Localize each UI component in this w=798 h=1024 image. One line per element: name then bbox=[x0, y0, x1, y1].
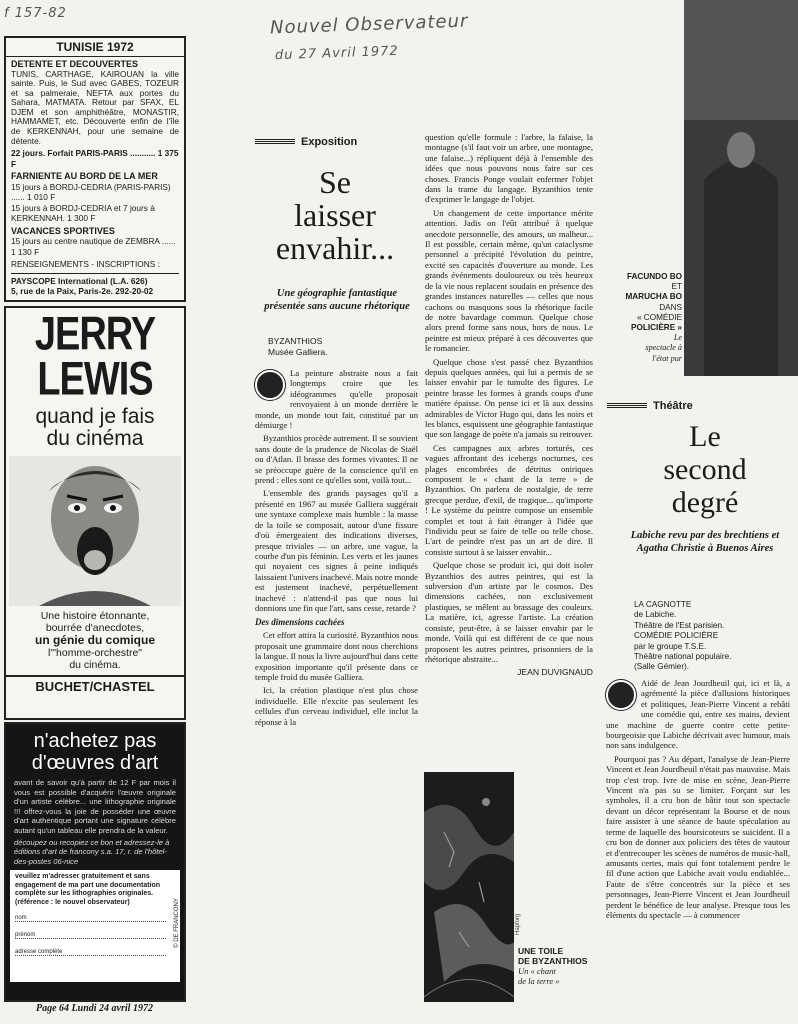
caption-line: Un « chant bbox=[518, 966, 556, 976]
credit-line: de Labiche. bbox=[634, 610, 677, 620]
handwritten-source: Nouvel Observateur bbox=[269, 10, 469, 39]
paragraph: question qu'elle formule : l'arbre, la falaise, la montagne (s'il faut voir un arbre, une montagne, une falaise...) répliquent déjà à l'ensemble des idées que nous pouvons nous faire sur ces choses. Francis Ponge voulait enfermer l'objet dans la trame du langage. Byzanthios tente d'exprimer le langage de l'objet. bbox=[425, 132, 593, 205]
paragraph bbox=[606, 678, 790, 751]
art-ad-title-2: d'œuvres d'art bbox=[31, 752, 159, 774]
caption-line: « COMÉDIE bbox=[636, 312, 682, 322]
jerry-tagline-2: bourrée d'anecdotes, bbox=[45, 622, 145, 634]
exposition-rubric-label: Exposition bbox=[301, 136, 358, 148]
jerry-lewis-name: JERRY LEWIS bbox=[34, 308, 156, 406]
coupon-text: veuillez m'adresser gratuitement et sans engagement de ma part une documentation complète sur les lithographies originales. (référence : le nouvel observateur) bbox=[15, 873, 161, 906]
exposition-author: JEAN DUVIGNAUD bbox=[517, 667, 593, 678]
jerry-tagline-1: Une histoire étonnante, bbox=[40, 610, 150, 622]
jerry-lewis-ad bbox=[4, 306, 186, 720]
caption-line: POLICIÈRE » bbox=[631, 323, 682, 333]
tunisie-ad-body bbox=[6, 57, 184, 299]
art-ad-body: avant de savoir qu'à partir de 12 F par mois il vous est possible d'acquérir l'œuvre originale d'un artiste célèbre... une lithographie originale !!! offrez-vous la joie de posséder une œuvre d'art authentique portant une signature célèbre autant qu'un tableau elle prendra de la valeur. bbox=[14, 778, 176, 835]
coupon-field-nom[interactable]: nom bbox=[15, 915, 166, 922]
page-footer: Page 64 Lundi 24 avril 1972 bbox=[36, 1003, 153, 1014]
tunisie-line: VACANCES SPORTIVES bbox=[11, 225, 115, 236]
credit-line: BYZANTHIOS bbox=[268, 336, 323, 346]
exposition-column-1 bbox=[255, 368, 418, 730]
tunisie-ad bbox=[4, 36, 186, 302]
jerry-subtitle-1: quand je fais bbox=[35, 405, 155, 428]
paragraph-text: Aidé de Jean Jourdheuil qui, ici et là, a agrémenté la pièce d'allusions historiques et politiques, Jean-Pierre Vincent a rebâti une comédie qui, entre ses mains, devient une machine de guerre contre cette petite-bourgeoisie que Labiche décrivait avec humour, mais non sans indulgence. bbox=[606, 678, 790, 751]
theatre-credits bbox=[634, 600, 731, 673]
title-line: degré bbox=[671, 486, 739, 519]
title-line: second bbox=[663, 453, 747, 486]
title-line: Se bbox=[319, 164, 351, 200]
jerry-subtitle-2: du cinéma bbox=[46, 427, 144, 450]
tunisie-line: DETENTE ET DECOUVERTES bbox=[11, 59, 139, 69]
caption-line: ET bbox=[671, 282, 682, 292]
byzanthios-painting bbox=[424, 772, 514, 1002]
paragraph: Pourquoi pas ? Au départ, l'analyse de Jean-Pierre Vincent et Jean Jourdheuil n'était pas mauvaise. Mais trop c'est trop. Ivre de mise en scène, Jean-Pierre Vincent n'a pas su se limiter. Forçant sur les symboles, il a cru bon de bâtir tout son spectacle devant un décor représentant la Bourse et de nous faire assister à une séance de haute spéculation au terme de laquelle des boursicoteurs se suicident. Il a cru bon de donner aux policiers des têtes de vautour et d'entrecouper les scènes de numéros de music-hall, amusants certes, mais qui font totalement perdre le fil d'une action que Labiche avait voulu endiablée... Faute de s'être concentrés sur la pièce et ses personnages, Jean-Pierre Vincent et Jean Jourdheuil perdent le bénéfice de leur analyse. Presque tous les éléments du spectacle — à commencer bbox=[606, 753, 790, 920]
exposition-credits bbox=[268, 336, 328, 358]
paragraph: L'ensemble des grands paysages qu'il a présenté en 1967 au musée Galliera suggérait une syntaxe complexe mais humble : la masse de la toile se composait, autour d'une fissure d'où émergeaient des indications diverses, presque triviales — un arbre, une vague, la courbe d'un pis féminin. Les verts et les jaunes qui noyaient ces signes à peine indiqués laissaient l'univers inachevé. Mais notre monde est justement inachevé, perpétuellement inachevé : n'attend-il pas que nous lui donnions une fin que l'art, sans cesse, retarde ? bbox=[255, 488, 418, 613]
credit-line: COMÉDIE POLICIÈRE bbox=[634, 631, 719, 641]
art-ad-address: découpez ou recopiez ce bon et adressez-le à éditions d'art de francony s.a. 17, r. de l'hôtel-des-postes 06-nice bbox=[14, 837, 170, 866]
title-line: envahir... bbox=[275, 230, 395, 266]
handwritten-date: du 27 Avril 1972 bbox=[274, 43, 399, 64]
caption-line: Le bbox=[673, 333, 682, 343]
paragraph: Quelque chose se produit ici, qui doit isoler Byzanthios des autres peintres, qui est la subversion d'un artiste par le cosmos. Des dimensions cachées, non exclusivement plastiques, se mêlent au brassage des couleurs. La matière, ici, agresse l'artiste. La création consiste, peut-être, à se laisser envahir par le monde. Voilà qui est différent de ce que nous proposent les autres peintres, prisonniers de la rhétorique abstraite... bbox=[425, 560, 593, 664]
jerry-publisher: BUCHET/CHASTEL bbox=[6, 675, 184, 694]
caption-line: l'état pur bbox=[652, 353, 682, 363]
jerry-tagline-4: l'"homme-orchestre" bbox=[47, 647, 143, 659]
tunisie-line: 22 jours. Forfait PARIS-PARIS ........... 1 375 F bbox=[11, 148, 179, 169]
caption-line: DANS bbox=[659, 302, 682, 312]
art-ad-coupon bbox=[10, 870, 180, 982]
credit-line: Théâtre national populaire. bbox=[634, 652, 732, 662]
theatre-rubric bbox=[607, 396, 693, 414]
tunisie-line: TUNIS, CARTHAGE, KAIROUAN la ville sainte. Puis, le Sud avec GABES, TOZEUR et sa palmeraie, NEFTA aux portes du Sahara, MATMATA. Retour par SFAX, EL DJEM et son amphithéâtre, MONASTIR, HAMMAMET, etc. Découverte enfin de l'île de KERKENNAH, pour une semaine de détente. bbox=[11, 68, 179, 146]
theatre-photo bbox=[684, 0, 798, 376]
credit-line: Musée Galliera. bbox=[268, 347, 328, 357]
theatre-photo-caption bbox=[600, 272, 682, 364]
jerry-tagline-3: un génie du comique bbox=[34, 633, 155, 647]
theatre-photo-art bbox=[684, 0, 798, 376]
tunisie-ad-title: TUNISIE 1972 bbox=[6, 38, 184, 57]
theatre-column bbox=[606, 678, 790, 923]
photo-credit: Hapforg bbox=[515, 913, 521, 935]
caption-line: de la terre » bbox=[518, 976, 560, 986]
theatre-title bbox=[620, 420, 790, 519]
coupon-field-adresse[interactable]: adresse complète bbox=[15, 949, 166, 956]
tunisie-line: 15 jours au centre nautique de ZEMBRA ...... 1 130 F bbox=[11, 236, 176, 257]
rubric-bar bbox=[255, 138, 295, 144]
art-ad bbox=[4, 722, 186, 1002]
paragraph: Un changement de cette importance mérite attention. Jadis on l'eût attribué à quelque anecdote personnelle, des amours, un malheur... Il est possible, certain même, qu'un cataclysme personnel a précipité l'évolution du peintre, excité ses capacités d'ouverture au monde. Les grands événements douloureux ou très heureux de la vie nous replacent soudain en présence des grandes instances naturelles — celles que nous cachons ou masquons sous la rhétorique facile de notre bavardage commun. Quelque chose alors prend forme sans nous, hors de nous. Le peintre est mieux préparé à ces découvertes que le romancier. bbox=[425, 207, 593, 354]
dropcap-ornament bbox=[255, 370, 285, 400]
credit-line: Théâtre de l'Est parisien. bbox=[634, 620, 725, 630]
art-ad-title-1: n'achetez pas bbox=[33, 730, 157, 752]
paragraph: Cet effort attira la curiosité. Byzanthios nous proposait une grammaire dont nous cherchions la langue. Il nous la livre aujourd'hui dans cette exposition importante qu'il présente dans ce temple froid du musée Galliera. bbox=[255, 630, 418, 682]
paragraph: Ces campagnes aux arbres torturés, ces vagues affrontant des icebergs nocturnes, ces plages encombrées de détritus oniriques composent le « chant de la terre » de Byzanthios. On parlera de nostalgie, de terre grecque perdue, d'exil, de tragique... qu'importe ! Le système du peintre compose un ensemble complet et tout à fait étranger à l'idée que l'individu peut se faire de telle ou telle chose. L'art de peindre n'est pas un art de dire. Il consiste surtout à se laisser envahir... bbox=[425, 442, 593, 557]
caption-line: UNE TOILE bbox=[518, 946, 564, 956]
title-line: Le bbox=[689, 420, 721, 453]
paragraph: Quelque chose s'est passé chez Byzanthios depuis quelques années, qui lui a permis de se laisser envahir par le tumulte des figures. Le peintre brasse les formes à grands coups d'une matière épaisse. On pense ici et là aux dessins admirables de Victor Hugo qui, dans les noirs et les blancs, esquissent une géographie fantastique que son langage de poète n'a jamais su retrouver. bbox=[425, 356, 594, 440]
caption-line: MARUCHA BO bbox=[625, 292, 682, 302]
paragraph bbox=[255, 368, 418, 430]
handwritten-reference: f 157-82 bbox=[4, 6, 67, 21]
coupon-field-prenom[interactable]: prénom bbox=[15, 932, 166, 939]
tunisie-line: FARNIENTE AU BORD DE LA MER bbox=[11, 171, 158, 182]
credit-line: (Salle Gémier). bbox=[634, 662, 690, 672]
tunisie-line: 15 jours à BORDJ-CEDRIA (PARIS-PARIS) ...... 1 010 F bbox=[11, 181, 171, 203]
exposition-deck: Une géographie fantastique présentée sans aucune rhétorique bbox=[264, 288, 410, 312]
exposition-title bbox=[255, 166, 415, 265]
caption-line: FACUNDO BO bbox=[626, 272, 682, 281]
tunisie-line: 5, rue de la Paix, Paris-2e. 292-20-02 bbox=[11, 286, 154, 297]
tunisie-line: PAYSCOPE International (L.A. 626) bbox=[11, 273, 179, 287]
jerry-tagline-5: du cinéma. bbox=[69, 659, 121, 671]
tunisie-line: RENSEIGNEMENTS - INSCRIPTIONS : bbox=[11, 259, 160, 270]
credit-line: par le groupe T.S.E. bbox=[634, 641, 707, 651]
paragraph: Ici, la création plastique n'est plus chose individuelle. Elle n'excite pas seulement les cellules d'un cerveau individuel, elle inclut la réponse à la bbox=[255, 685, 418, 727]
exposition-column-2 bbox=[425, 132, 593, 677]
caption-line: DE BYZANTHIOS bbox=[518, 956, 588, 966]
exposition-subhead: Des dimensions cachées bbox=[255, 617, 345, 628]
title-line: laisser bbox=[294, 197, 376, 233]
theatre-deck: Labiche revu par des brechtiens et Agatha Christie à Buenos Aires bbox=[630, 530, 780, 554]
theatre-rubric-label: Théâtre bbox=[653, 400, 693, 412]
caption-line: spectacle à bbox=[645, 343, 682, 353]
credit-line: LA CAGNOTTE bbox=[634, 600, 692, 609]
paragraph-text: La peinture abstraite nous a fait longtemps croire que les idéogrammes qu'elle proposait renvoyaient à un monde derrière le monde, un monde tout fait, constitué par un démiurge ! bbox=[255, 368, 418, 431]
exposition-rubric bbox=[255, 132, 357, 150]
painting-caption bbox=[518, 946, 594, 986]
jerry-lewis-photo bbox=[9, 456, 181, 606]
tunisie-line: 15 jours à BORDJ-CEDRIA et 7 jours à KERKENNAH. 1 300 F bbox=[11, 202, 155, 224]
rubric-bar bbox=[607, 402, 647, 408]
paragraph: Byzanthios procède autrement. Il se souvient sans doute de la prudence de Nicolas de Staël ou d'Atlan. Il brasse des formes vivantes. Il ne se préoccupe guère de la conscience qu'il en prend : elles sont ce qu'elles sont, voilà tout... bbox=[255, 433, 418, 486]
coupon-side-text: © DE FRANCONY bbox=[174, 898, 181, 949]
dropcap-ornament bbox=[606, 680, 636, 710]
